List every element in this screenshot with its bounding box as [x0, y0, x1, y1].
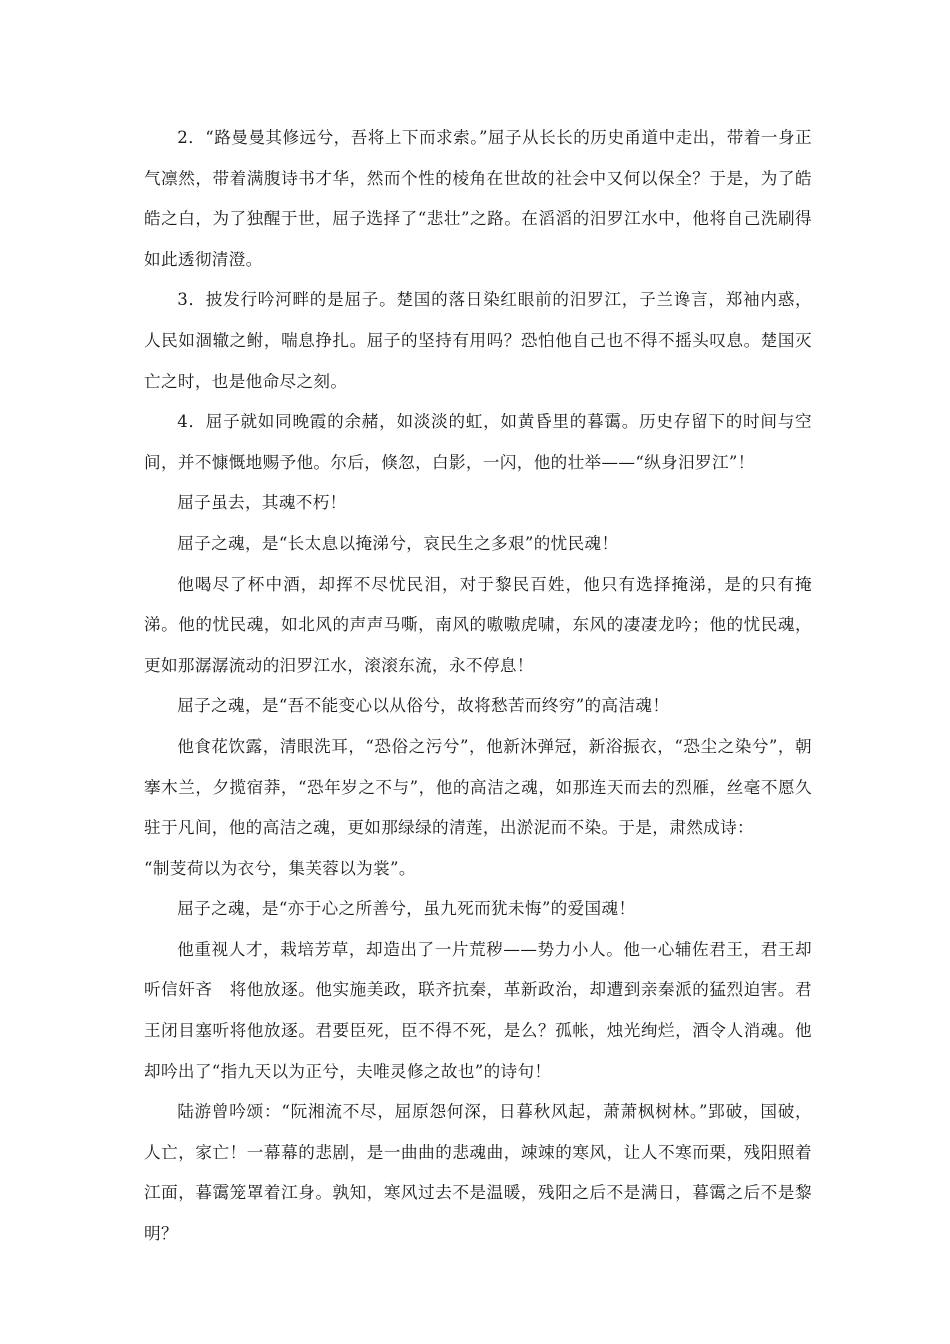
paragraph-soul-people: 屈子之魂，是“长太息以掩涕兮，哀民生之多艰”的忧民魂！: [177, 533, 619, 553]
paragraph-noble-detail: 他食花饮露，清眼洗耳，“恐俗之污兮”，他新沐弹冠，新浴振衣，“恐尘之染兮”，朝搴木兰，夕揽宿莽，“恐年岁之不与”，他的高洁之魂，如那连天而去的烈雁，丝毫不愿久驻于凡间，他的高洁之魂，更如那绿绿的清莲，出淤泥而不染。于是，肃然成诗：: [144, 736, 812, 838]
document-body: [144, 118, 812, 1255]
paragraph-people-detail: 他喝尽了杯中酒，却挥不尽忧民泪，对于黎民百姓，他只有选择掩涕，是的只有掩涕。他的忧民魂，如北风的声声马嘶，南风的嗷嗷虎啸，东风的凄凄龙吟；他的忧民魂，更如那潺潺流动的汨罗江水，滚滚东流，永不停息！: [144, 574, 812, 675]
paragraph-soul-noble: 屈子之魂，是“吾不能变心以从俗兮，故将愁苦而终穷”的高洁魂！: [177, 696, 670, 716]
paragraph-poem-quote: “制芰荷以为衣兮，集芙蓉以为裳”。: [144, 858, 416, 878]
paragraph-soul-immortal: 屈子虽去，其魂不朽！: [177, 493, 347, 513]
paragraph-3: 3．披发行吟河畔的是屈子。楚国的落日染红眼前的汨罗江，子兰谗言，郑袖内惑，人民如涸辙之鲋，喘息挣扎。屈子的坚持有用吗？恐怕他自己也不得不摇头叹息。楚国灭亡之时，也是他命尽之刻。: [144, 290, 812, 391]
paragraph-2: 2．“路曼曼其修远兮，吾将上下而求索。”屈子从长长的历史甬道中走出，带着一身正气凛然，带着满腹诗书才华，然而个性的棱角在世故的社会中又何以保全？于是，为了皓皓之白，为了独醒于世，屈子选择了“悲壮”之路。在滔滔的汨罗江水中，他将自己洗刷得如此透彻清澄。: [144, 128, 812, 269]
paragraph-4: 4．屈子就如同晚霞的余赭，如淡淡的虹，如黄昏里的暮霭。历史存留下的时间与空间，并不慷慨地赐予他。尔后，倏忽，白影，一闪，他的壮举——“纵身汨罗江”！: [144, 412, 812, 472]
paragraph-soul-patriot: 屈子之魂，是“亦于心之所善兮，虽九死而犹未悔”的爱国魂！: [177, 899, 636, 919]
paragraph-lu-you: 陆游曾吟颂：“阮湘流不尽，屈原怨何深，日暮秋风起，萧萧枫树林。”郢破，国破，人亡，家亡！一幕幕的悲剧，是一曲曲的悲魂曲，竦竦的寒风，让人不寒而栗，残阳照着江面，暮霭笼罩着江身。孰知，寒风过去不是温暖，残阳之后不是满日，暮霭之后不是黎明？: [144, 1102, 812, 1244]
paragraph-patriot-detail: 他重视人才，栽培芳草，却造出了一片荒秽——势力小人。他一心辅佐君王，君王却听信奸吝 将他放逐。他实施美政，联齐抗秦，革新政治，却遭到亲秦派的猛烈迫害。君王闭目塞听将他放逐。君要臣死，臣不得不死，是么？孤帐，烛光绚烂，酒令人消魂。他却吟出了“指九天以为正兮，夫唯灵修之故也”的诗句！: [144, 939, 812, 1081]
